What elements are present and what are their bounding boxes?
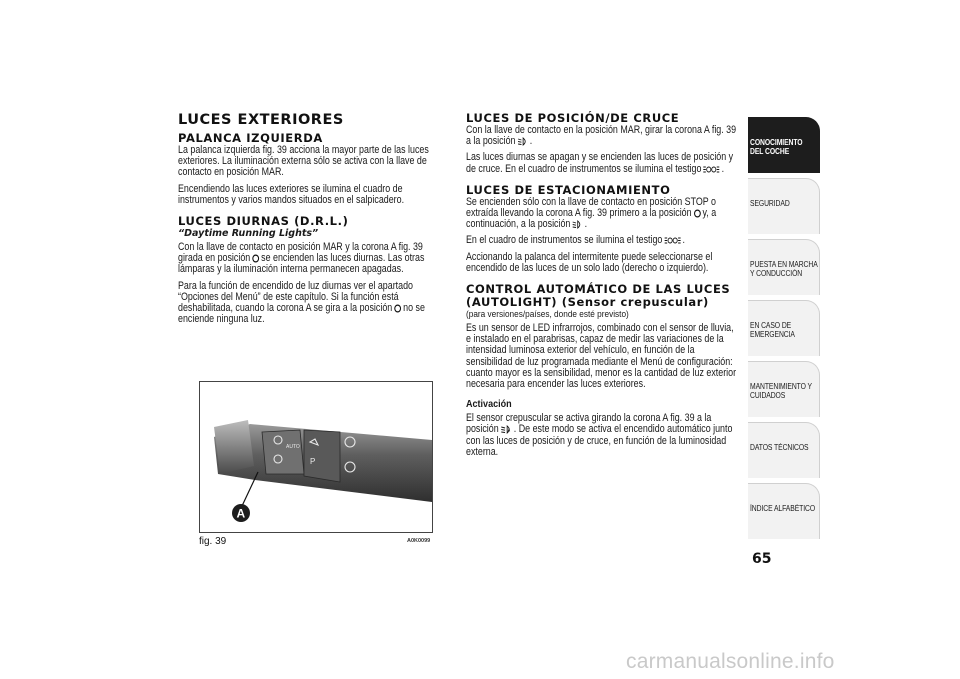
tab-label: CUIDADOS — [750, 391, 786, 400]
figure-code: A0K0099 — [407, 538, 431, 544]
paragraph-autolight-1: Es un sensor de LED infrarrojos, combinado con el sensor de lluvia, e instalado en el parabrisas, capaz de medir las variaciones de la intensidad luminosa exterior del vehículo, en función de la sensibilidad de luz programada mediante el Menú de configuración: cuanto mayor es la sensibilidad, menor es la cantidad de luz exterior necesaria para encender las luces exteriores. — [466, 322, 737, 391]
left-column — [178, 112, 440, 330]
text-part: se encienden las luces diurnas. Las otras lámparas y la iluminación interna permanecen apagadas. — [178, 252, 425, 276]
heading-activacion: Activación — [466, 398, 512, 411]
ring-label-p: P — [310, 457, 316, 466]
text-part: . De este modo se activa el encendido automático junto con las luces de posición y de cruce, en función de la luminosidad externa. — [466, 423, 733, 458]
paragraph-estacionamiento-2 — [466, 235, 741, 246]
tab-en-caso-de-emergencia[interactable] — [748, 300, 820, 356]
heading-autolight-1: CONTROL AUTOMÁTICO DE LAS LUCES — [466, 282, 731, 297]
tab-label: EMERGENCIA — [750, 330, 795, 339]
text-part: . — [682, 234, 686, 247]
text-part: Con la llave de contacto en la posición MAR, girar la corona A fig. 39 a la posición — [466, 124, 737, 148]
low-beam-icon — [517, 137, 528, 146]
paragraph-diurnas-2 — [178, 281, 440, 326]
callout-a: A — [236, 506, 246, 521]
heading-palanca-izquierda: PALANCA IZQUIERDA — [178, 131, 323, 145]
paragraph-palanca-2: Encendiendo las luces exteriores se ilumina el cuadro de instrumentos y varios mandos situados en el salpicadero. — [178, 182, 405, 206]
tab-puesta-en-marcha[interactable] — [748, 239, 820, 295]
text-part: Las luces diurnas se apagan y se encienden las luces de posición y de cruce. En el cuadro de instrumentos se ilumina el testigo — [466, 151, 734, 175]
tab-conocimiento-del-coche[interactable] — [748, 117, 820, 173]
circle-icon — [394, 304, 402, 313]
heading-posicion-cruce: LUCES DE POSICIÓN/DE CRUCE — [466, 111, 680, 125]
auto-light-icon — [500, 425, 512, 434]
text-part: y, a continuación, a la posición — [466, 207, 717, 231]
text-part: . — [584, 218, 588, 231]
right-column — [466, 112, 741, 463]
heading-estacionamiento: LUCES DE ESTACIONAMIENTO — [466, 182, 671, 197]
low-beam-icon — [572, 220, 583, 229]
text-part: Para la función de encendido de luz diurnas ver el apartado “Opciones del Menú” de este capítulo. Si la función está deshabilitada, cuando la corona A se gira a la posición — [178, 279, 413, 315]
subheading-versiones: (para versiones/países, donde esté previsto) — [466, 309, 629, 321]
text-part: En el cuadro de instrumentos se ilumina el testigo — [466, 234, 663, 247]
paragraph-palanca-1: La palanca izquierda fig. 39 acciona la mayor parte de las luces exteriores. La iluminación externa sólo se activa con la llave de contacto en posición MAR. — [178, 144, 429, 179]
figure-caption: fig. 39 — [199, 536, 227, 547]
position-lights-icon — [703, 165, 720, 174]
paragraph-diurnas-1 — [178, 242, 440, 276]
heading-luces-diurnas: LUCES DIURNAS (D.R.L.) — [178, 214, 349, 229]
tab-mantenimiento[interactable] — [748, 361, 820, 417]
left-lever-illustration — [200, 382, 432, 532]
paragraph-posicion-2 — [466, 152, 741, 174]
lever-figure — [199, 381, 433, 533]
tab-datos-tecnicos[interactable] — [748, 422, 820, 478]
text-part: Se encienden sólo con la llave de contacto en posición STOP o extraída llevando la corona A fig. 39 primero a la posición — [466, 195, 716, 220]
paragraph-posicion-1 — [466, 125, 741, 147]
watermark: carmanualsonline.info — [626, 650, 835, 673]
text-part: Con la llave de contacto en posición MAR y la corona A fig. 39 girada en posición — [178, 241, 423, 265]
subheading-daytime: “Daytime Running Lights” — [178, 228, 319, 240]
paragraph-estacionamiento-1 — [466, 197, 741, 231]
tab-label: MANTENIMIENTO Y — [750, 382, 812, 391]
tab-label: DEL COCHE — [750, 147, 790, 156]
tab-label: Y CONDUCCIÓN — [750, 269, 803, 278]
chapter-tabs — [748, 117, 820, 544]
tab-label: SEGURIDAD — [750, 199, 790, 208]
circle-icon — [693, 209, 701, 218]
paragraph-estacionamiento-3: Accionando la palanca del intermitente puede seleccionarse el encendido de las luces de un solo lado (derecho o izquierdo). — [466, 250, 713, 274]
tab-label: DATOS TÉCNICOS — [750, 443, 809, 452]
tab-label: ÍNDICE ALFABÉTICO — [750, 504, 816, 513]
text-part: . — [529, 135, 533, 148]
position-lights-icon — [664, 236, 681, 245]
tab-label: CONOCIMIENTO — [750, 138, 803, 147]
text-part: no se enciende ninguna luz. — [178, 302, 425, 326]
ring-label-auto: AUTO — [286, 444, 300, 450]
page-number: 65 — [752, 551, 772, 567]
tab-label: PUESTA EN MARCHA — [750, 260, 818, 269]
svg-text:A: A — [507, 427, 511, 434]
text-part: El sensor crepuscular se activa girando la corona A fig. 39 a la posición — [466, 412, 712, 436]
tab-indice-alfabetico[interactable] — [748, 483, 820, 539]
tab-label: EN CASO DE — [750, 321, 792, 330]
heading-autolight-2: (AUTOLIGHT) (Sensor crepuscular) — [466, 295, 709, 310]
circle-icon — [252, 254, 260, 263]
tab-seguridad[interactable] — [748, 178, 820, 234]
section-title-luces-exteriores: LUCES EXTERIORES — [178, 112, 344, 128]
paragraph-activacion-1 — [466, 413, 741, 458]
text-part: . — [721, 162, 725, 175]
